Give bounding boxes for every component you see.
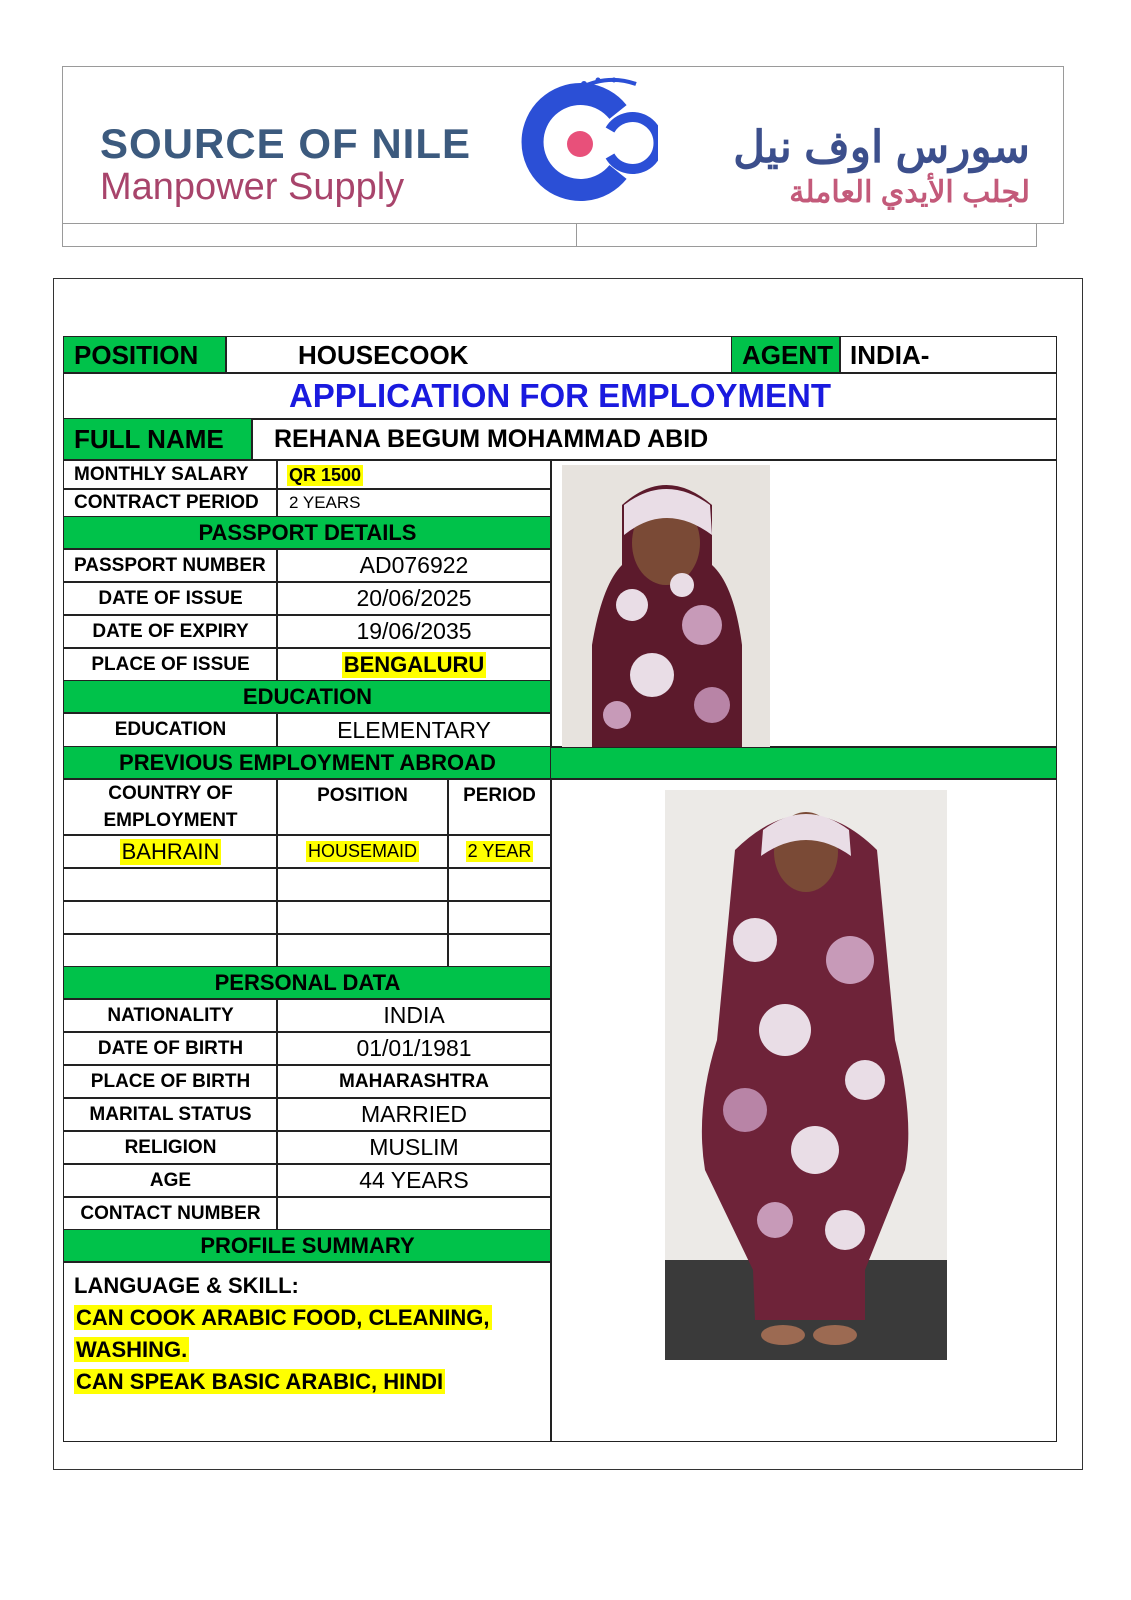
place-of-issue-value: BENGALURU (343, 651, 485, 677)
col-period-header: PERIOD (447, 778, 552, 836)
employment-row-3-country (63, 900, 278, 935)
employment-row-1-position (276, 834, 449, 869)
date-of-expiry-label: DATE OF EXPIRY (63, 614, 278, 649)
passport-number-value: AD076922 (276, 548, 552, 583)
company-logo-icon (518, 72, 658, 212)
profile-heading: LANGUAGE & SKILL: (74, 1273, 299, 1298)
letterhead-strip-edge (1036, 223, 1037, 247)
profile-skill-line-2: WASHING. (76, 1337, 188, 1362)
place-of-issue-label: PLACE OF ISSUE (63, 647, 278, 682)
contract-period-value: 2 YEARS (276, 488, 552, 518)
employment-row-1-period (447, 834, 552, 869)
profile-skill-line-3: CAN SPEAK BASIC ARABIC, HINDI (76, 1369, 444, 1394)
employment-section-header: PREVIOUS EMPLOYMENT ABROAD (63, 746, 552, 780)
profile-summary-box (63, 1261, 552, 1442)
company-tagline-en: Manpower Supply (100, 166, 405, 208)
position-label: POSITION (63, 336, 227, 374)
monthly-salary-value: QR 1500 (289, 464, 362, 485)
employment-row-2-period (447, 867, 552, 902)
employment-position-value: HOUSEMAID (307, 841, 417, 861)
employment-row-4-country (63, 933, 278, 968)
profile-skill-line-1: CAN COOK ARABIC FOOD, CLEANING, (76, 1305, 490, 1330)
monthly-salary-label: MONTHLY SALARY (63, 460, 278, 490)
education-section-header: EDUCATION (63, 680, 552, 714)
education-value: ELEMENTARY (276, 712, 552, 748)
religion-label: RELIGION (63, 1130, 278, 1165)
portrait-photo (562, 465, 770, 747)
employment-period-value: 2 YEAR (467, 841, 532, 861)
date-of-issue-value: 20/06/2025 (276, 581, 552, 616)
passport-number-label: PASSPORT NUMBER (63, 548, 278, 583)
col-country-line2: EMPLOYMENT (103, 810, 238, 831)
contact-number-value (276, 1196, 552, 1231)
employment-header-fill (550, 746, 1057, 780)
col-country-line1: COUNTRY OF (108, 783, 233, 804)
letterhead-strip (62, 223, 1037, 247)
company-tagline-ar: لجلب الأيدي العاملة (789, 176, 1030, 209)
employment-row-2-position (276, 867, 449, 902)
date-of-birth-label: DATE OF BIRTH (63, 1031, 278, 1066)
place-of-issue-cell (276, 647, 552, 682)
place-of-birth-label: PLACE OF BIRTH (63, 1064, 278, 1099)
passport-section-header: PASSPORT DETAILS (63, 516, 552, 550)
full-name-label: FULL NAME (63, 418, 253, 460)
company-name-ar: سورس اوف نيل (733, 123, 1030, 172)
date-of-issue-label: DATE OF ISSUE (63, 581, 278, 616)
profile-section-header: PROFILE SUMMARY (63, 1229, 552, 1263)
col-position-header: POSITION (276, 778, 449, 836)
letterhead-strip-divider (576, 223, 577, 247)
col-country-header (63, 778, 278, 836)
place-of-birth-value: MAHARASHTRA (276, 1064, 552, 1099)
full-name-value: REHANA BEGUM MOHAMMAD ABID (251, 418, 1057, 460)
personal-section-header: PERSONAL DATA (63, 966, 552, 1000)
monthly-salary-cell (276, 460, 552, 490)
religion-value: MUSLIM (276, 1130, 552, 1165)
marital-status-label: MARITAL STATUS (63, 1097, 278, 1132)
agent-label: AGENT (731, 336, 841, 374)
employment-row-3-position (276, 900, 449, 935)
marital-status-value: MARRIED (276, 1097, 552, 1132)
contract-period-label: CONTRACT PERIOD (63, 488, 278, 518)
employment-country-value: BAHRAIN (121, 838, 220, 864)
contact-number-label: CONTACT NUMBER (63, 1196, 278, 1231)
employment-row-2-country (63, 867, 278, 902)
company-name-en: SOURCE OF NILE (100, 120, 472, 167)
employment-row-1-country (63, 834, 278, 869)
employment-row-3-period (447, 900, 552, 935)
date-of-birth-value: 01/01/1981 (276, 1031, 552, 1066)
nationality-value: INDIA (276, 998, 552, 1033)
employment-row-4-position (276, 933, 449, 968)
form-title: APPLICATION FOR EMPLOYMENT (63, 372, 1057, 420)
nationality-label: NATIONALITY (63, 998, 278, 1033)
age-value: 44 YEARS (276, 1163, 552, 1198)
date-of-expiry-value: 19/06/2035 (276, 614, 552, 649)
full-body-photo (665, 790, 947, 1360)
employment-row-4-period (447, 933, 552, 968)
position-value: HOUSECOOK (225, 336, 733, 374)
education-label: EDUCATION (63, 712, 278, 748)
agent-value: INDIA- (839, 336, 1057, 374)
age-label: AGE (63, 1163, 278, 1198)
